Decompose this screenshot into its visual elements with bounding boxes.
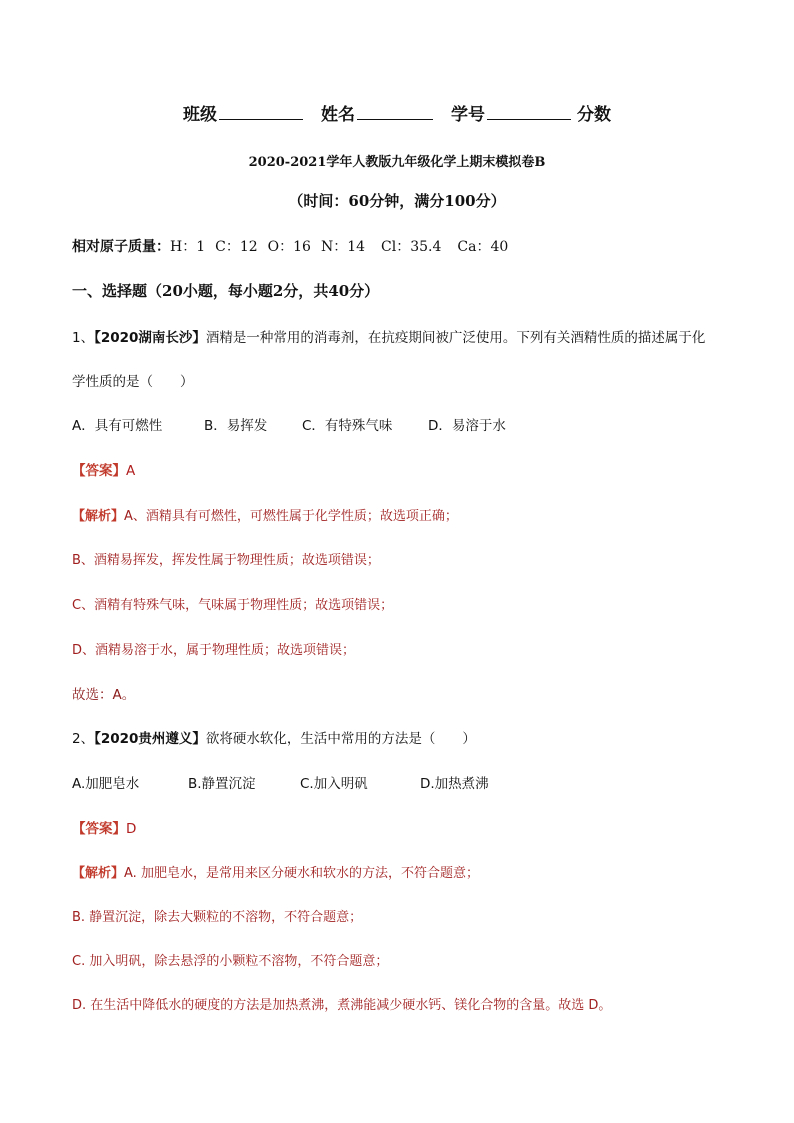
name-blank[interactable] (357, 103, 433, 120)
atomic-mass-label: 相对原子质量： (72, 239, 170, 255)
q2-analysis-line (72, 862, 479, 881)
q2-option-d[interactable]: D.加热煮沸 (420, 776, 489, 792)
atomic-mass-item: H：1 (170, 239, 206, 255)
exam-subtitle: （时间：60分钟，满分100分） (288, 192, 506, 210)
q1-number: 1、 (72, 330, 95, 346)
atomic-mass-item: N：14 (320, 239, 366, 255)
q2-analysis-c: C. 加入明矾，除去悬浮的小颗粒不溶物，不符合题意； (72, 954, 389, 969)
q2-option-b[interactable]: B.静置沉淀 (188, 776, 256, 792)
q2-answer (72, 817, 136, 837)
q2-option-a[interactable]: A.加肥皂水 (72, 776, 140, 792)
exam-title: 2020-2021学年人教版九年级化学上期末模拟卷B (248, 155, 546, 170)
q1-answer (72, 459, 135, 479)
q2-source-tag: 【2020贵州遵义】 (94, 731, 206, 747)
q2-text: 欲将硬水软化，生活中常用的方法是（ ） (205, 731, 476, 747)
student-info-line (0, 100, 794, 125)
atomic-mass-item: O：16 (267, 239, 311, 255)
q1-stem-line2: 学性质的是（ ） (72, 374, 194, 390)
q1-conclusion: 故选：A。 (72, 687, 136, 703)
q1-analysis-c: C、酒精有特殊气味，气味属于物理性质；故选项错误； (72, 598, 394, 613)
q2-number: 2、 (72, 731, 95, 747)
q2-option-c[interactable]: C.加入明矾 (300, 776, 368, 792)
q1-source-tag: 【2020湖南长沙】 (94, 330, 206, 346)
q1-stem-line1 (72, 326, 705, 346)
q1-option-d[interactable]: D．易溶于水 (428, 418, 506, 434)
q2-analysis-d: D. 在生活中降低水的硬度的方法是加热煮沸，煮沸能减少硬水钙、镁化合物的含量。故选 D。 (72, 998, 612, 1013)
q2-options (72, 772, 489, 792)
atomic-mass-item: Cl：35.4 (381, 239, 442, 255)
q1-option-c[interactable]: C．有特殊气味 (302, 418, 393, 434)
q2-analysis-b: B. 静置沉淀，除去大颗粒的不溶物，不符合题意； (72, 910, 363, 925)
q2-analysis-label: 【解析】 (72, 866, 125, 881)
q1-answer-value: A (126, 463, 136, 479)
q1-analysis-b: B、酒精易挥发，挥发性属于物理性质；故选项错误； (72, 553, 380, 568)
q1-option-a[interactable]: A．具有可燃性 (72, 418, 163, 434)
atomic-mass-item: C：12 (215, 239, 258, 255)
score-label: 分数 (577, 105, 611, 125)
name-label: 姓名 (321, 105, 355, 125)
q1-options (72, 414, 506, 434)
q1-answer-label: 【答案】 (72, 463, 126, 479)
class-label: 班级 (183, 105, 217, 125)
class-blank[interactable] (219, 103, 303, 120)
atomic-mass-item: Ca：40 (457, 239, 509, 255)
id-blank[interactable] (487, 103, 571, 120)
id-label: 学号 (451, 105, 485, 125)
q1-text: 酒精是一种常用的消毒剂，在抗疫期间被广泛使用。下列有关酒精性质的描述属于化 (205, 330, 706, 346)
q2-analysis-a: A. 加肥皂水，是常用来区分硬水和软水的方法，不符合题意； (124, 866, 479, 881)
q1-analysis-label: 【解析】 (72, 509, 125, 524)
q1-analysis-d: D、酒精易溶于水，属于物理性质；故选项错误； (72, 643, 356, 658)
q2-stem (72, 727, 476, 747)
q2-answer-value: D (126, 821, 137, 837)
atomic-mass-line (72, 236, 518, 256)
q1-option-b[interactable]: B．易挥发 (204, 418, 268, 434)
q2-answer-label: 【答案】 (72, 821, 126, 837)
section-title: 一、选择题（20小题，每小题2分，共40分） (72, 282, 380, 300)
q1-analysis-line (72, 505, 458, 524)
q1-analysis-a: A、酒精具有可燃性，可燃性属于化学性质；故选项正确； (124, 509, 458, 524)
